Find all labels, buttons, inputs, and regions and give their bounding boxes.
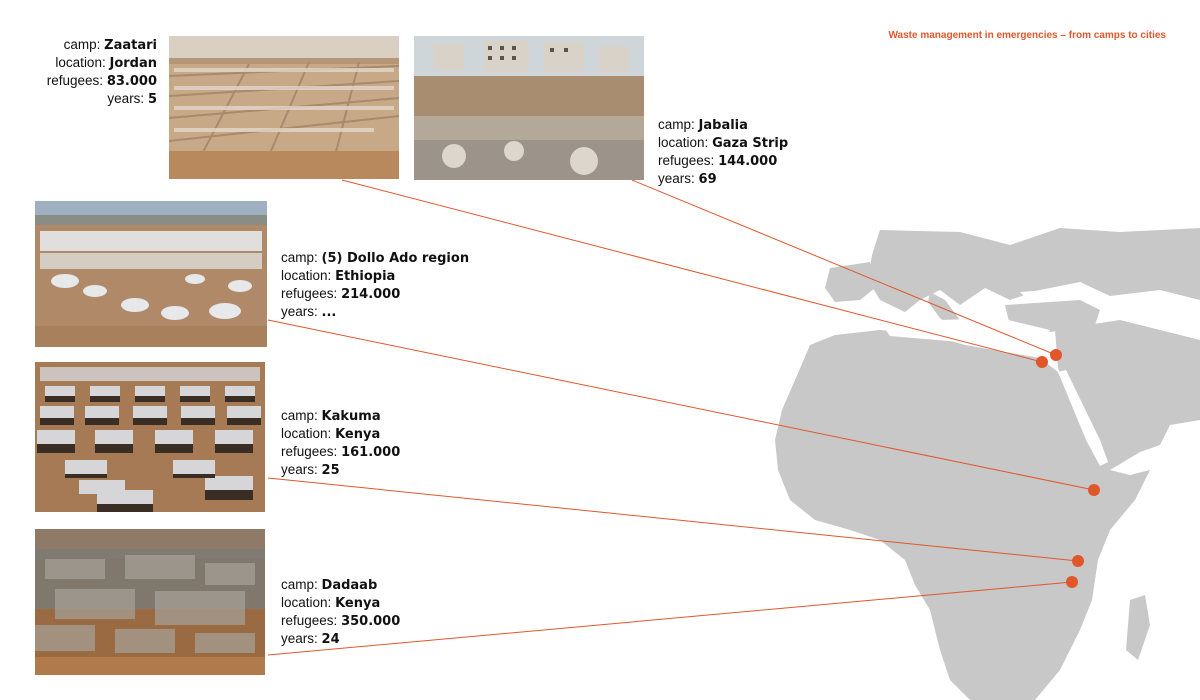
- photo-dadaab: [35, 529, 265, 675]
- label-years: years:: [281, 462, 318, 477]
- label-refugees: refugees:: [658, 153, 715, 168]
- camp-years: 5: [147, 92, 157, 107]
- camp-location: Gaza Strip: [712, 136, 789, 151]
- label-years: years:: [107, 91, 145, 106]
- label-refugees: refugees:: [46, 73, 104, 88]
- camp-name: Zaatari: [104, 38, 157, 53]
- label-refugees: refugees:: [281, 444, 338, 459]
- camp-name: Kakuma: [321, 409, 381, 424]
- camp-location: Jordan: [109, 56, 157, 71]
- camp-name: Dadaab: [321, 578, 378, 593]
- label-location: location:: [281, 426, 332, 441]
- label-location: location:: [281, 268, 332, 283]
- camp-years: 69: [698, 172, 717, 187]
- caption-zaatari: [47, 36, 157, 108]
- page-title: Waste management in emergencies – from camps to cities: [888, 30, 1166, 41]
- camp-location: Ethiopia: [335, 269, 396, 284]
- caption-dadaab: [281, 576, 400, 648]
- camp-refugees: 161.000: [341, 445, 401, 460]
- label-location: location:: [281, 595, 332, 610]
- label-camp: camp:: [281, 408, 318, 423]
- caption-jabalia: [658, 116, 788, 188]
- camp-refugees: 214.000: [341, 287, 401, 302]
- camp-years: ...: [321, 305, 337, 320]
- label-camp: camp:: [281, 250, 318, 265]
- camp-years: 24: [321, 632, 340, 647]
- photo-kakuma: [35, 362, 265, 512]
- camp-name: (5) Dollo Ado region: [321, 251, 470, 266]
- camp-name: Jabalia: [698, 118, 748, 133]
- caption-dollo-ado: [281, 249, 469, 321]
- label-refugees: refugees:: [281, 613, 338, 628]
- label-refugees: refugees:: [281, 286, 338, 301]
- label-years: years:: [281, 631, 318, 646]
- photo-zaatari: [169, 36, 399, 179]
- camp-refugees: 350.000: [341, 614, 401, 629]
- camp-refugees: 83.000: [106, 74, 157, 89]
- camp-location: Kenya: [335, 596, 381, 611]
- label-years: years:: [281, 304, 318, 319]
- caption-kakuma: [281, 407, 400, 479]
- label-camp: camp:: [658, 117, 695, 132]
- label-location: location:: [658, 135, 709, 150]
- photo-dollo-ado: [35, 201, 267, 347]
- label-location: location:: [55, 55, 106, 70]
- label-camp: camp:: [281, 577, 318, 592]
- camp-years: 25: [321, 463, 340, 478]
- camp-location: Kenya: [335, 427, 381, 442]
- camp-refugees: 144.000: [718, 154, 778, 169]
- label-years: years:: [658, 171, 695, 186]
- photo-jabalia: [414, 36, 644, 180]
- label-camp: camp:: [63, 37, 101, 52]
